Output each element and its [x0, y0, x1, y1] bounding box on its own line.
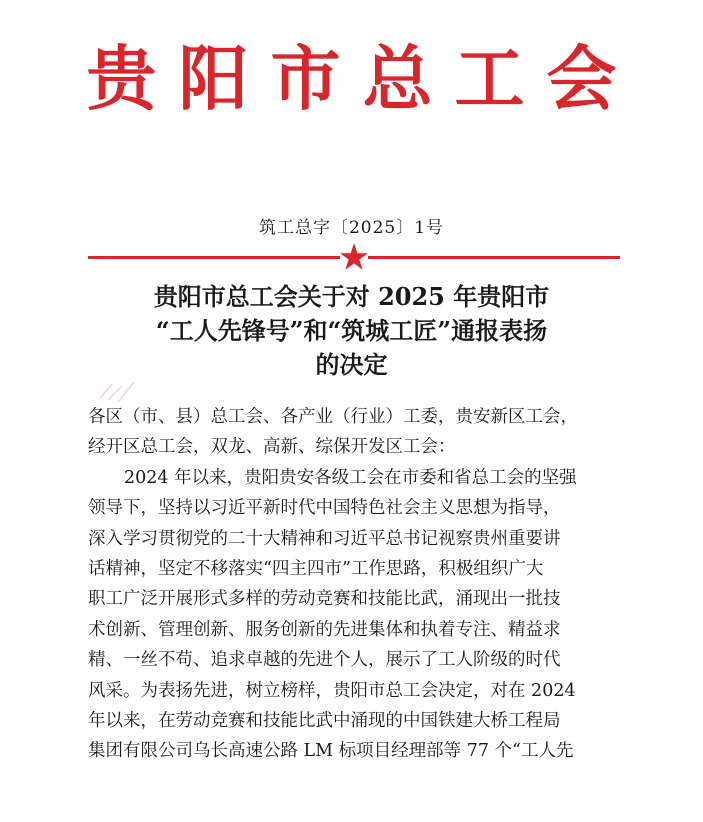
body-line: 年以来，在劳动竞赛和技能比武中涌现的中国铁建大桥工程局: [88, 710, 561, 731]
divider-line-left: [88, 256, 340, 259]
document-title: [0, 280, 703, 382]
document-body: [88, 402, 628, 767]
body-line: 经开区总工会，双龙、高新、综保开发区工会：: [88, 437, 456, 458]
document-number: 筑工总字〔2025〕1号: [258, 218, 445, 238]
body-line: 2024 年以来，贵阳贵安各级工会在市委和省总工会的坚强: [124, 467, 577, 488]
body-line: 领导下，坚持以习近平新时代中国特色社会主义思想为指导，: [88, 498, 561, 519]
body-line: 集团有限公司乌长高速公路 LM 标项目经理部等 77 个“工人先: [88, 741, 574, 762]
body-line: 各区（市、县）总工会、各产业（行业）工委，贵安新区工会，: [88, 407, 578, 427]
faint-stamp-mark: [98, 378, 140, 404]
divider-line-right: [368, 256, 620, 259]
body-line: 话精神，坚定不移落实“四主四市”工作思路，积极组织广大: [88, 558, 544, 579]
title-line: 的决定: [315, 350, 388, 379]
title-line: 贵阳市总工会关于对 2025 年贵阳市: [153, 282, 550, 311]
letterhead-title: 贵阳市总工会: [86, 37, 639, 120]
body-line: 风采。为表扬先进，树立榜样，贵阳市总工会决定，对在 2024: [88, 680, 576, 701]
body-line: 术创新、管理创新、服务创新的先进集体和执着专注、精益求: [88, 619, 561, 640]
title-line: “工人先锋号”和“筑城工匠”通报表扬: [155, 316, 548, 345]
red-divider: [88, 244, 620, 270]
star-icon: [340, 243, 368, 270]
body-line: 深入学习贯彻党的二十大精神和习近平总书记视察贵州重要讲: [88, 528, 561, 549]
body-line: 职工广泛开展形式多样的劳动竞赛和技能比武，涌现出一批技: [88, 589, 561, 610]
body-line: 精、一丝不苟、追求卓越的先进个人，展示了工人阶级的时代: [88, 650, 561, 671]
